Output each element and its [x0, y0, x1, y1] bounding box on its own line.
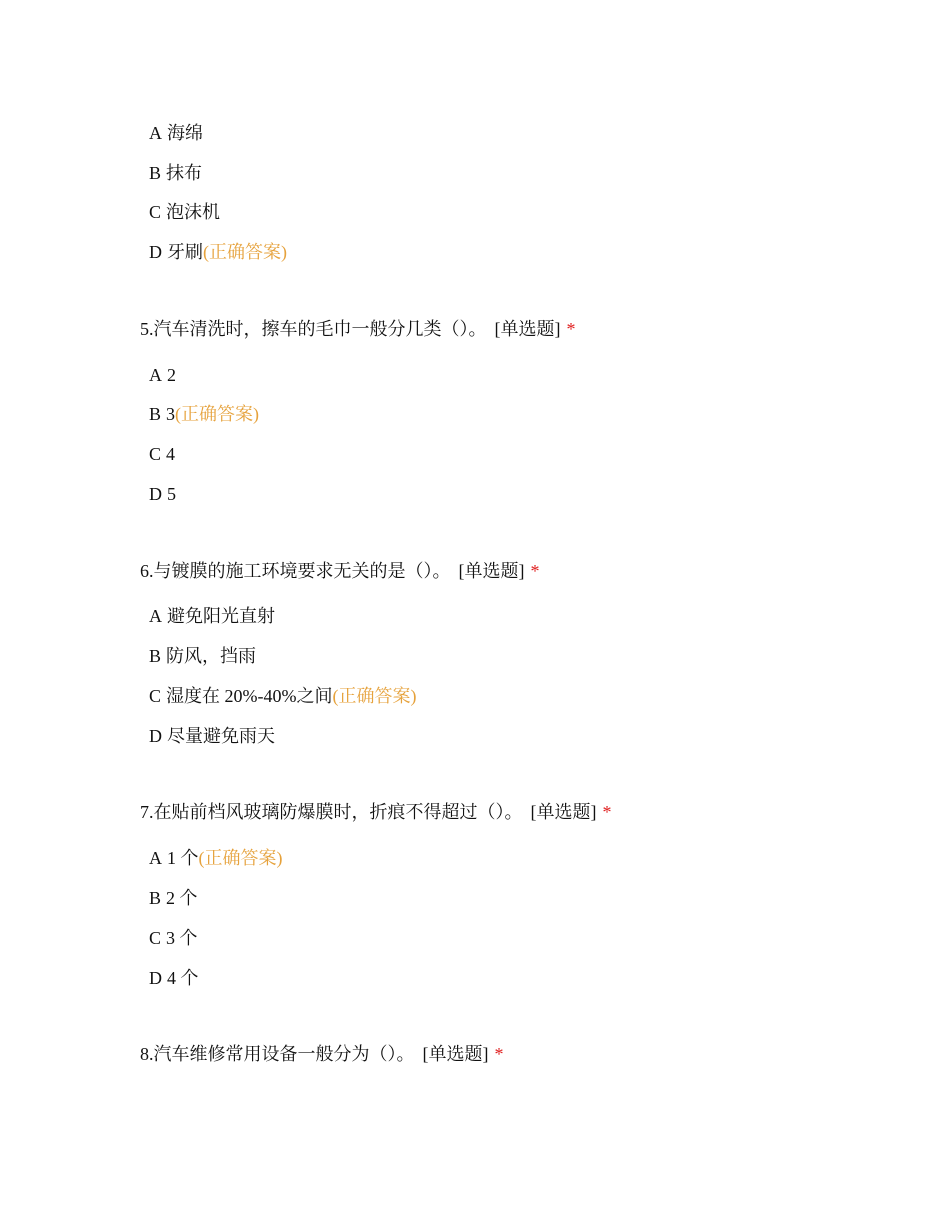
option-letter: A: [149, 365, 162, 385]
option-letter: C: [149, 686, 162, 706]
required-mark: *: [530, 561, 540, 581]
correct-answer-mark: (正确答案): [203, 242, 287, 262]
option-text: 防风，挡雨: [166, 646, 257, 666]
option-letter: D: [149, 242, 162, 262]
option-text: 2 个: [166, 888, 198, 908]
correct-answer-mark: (正确答案): [198, 848, 283, 868]
option-text: 抹布: [166, 163, 203, 183]
option-letter: C: [149, 444, 162, 464]
question-text: 8.汽车维修常用设备一般分为（）。: [140, 1044, 415, 1064]
required-mark: *: [494, 1044, 504, 1064]
option-b: [149, 403, 259, 425]
option-text: 泡沫机: [166, 202, 221, 222]
question-type-label: [单选题]: [422, 1044, 489, 1064]
question-type-label: [单选题]: [494, 319, 561, 339]
correct-answer-mark: (正确答案): [175, 404, 260, 424]
option-b: [149, 645, 256, 667]
option-letter: B: [149, 888, 162, 908]
option-text: 1 个: [167, 848, 199, 868]
required-mark: *: [566, 319, 576, 339]
option-a: [149, 847, 283, 869]
option-text: 3 个: [166, 928, 198, 948]
option-a: [149, 122, 203, 144]
option-text: 牙刷: [167, 242, 203, 262]
correct-answer-mark: (正确答案): [332, 686, 417, 706]
option-text: 尽量避免雨天: [167, 726, 275, 746]
option-letter: B: [149, 404, 162, 424]
question-type-label: [单选题]: [530, 802, 597, 822]
option-c: [149, 685, 417, 707]
option-letter: C: [149, 928, 162, 948]
option-c: [149, 201, 220, 223]
option-d: [149, 725, 275, 747]
option-text: 海绵: [167, 123, 203, 143]
option-letter: A: [149, 606, 162, 626]
option-letter: D: [149, 484, 162, 504]
question-title: [140, 318, 576, 340]
option-text: 3: [166, 404, 176, 424]
question-title: [140, 801, 612, 823]
option-b: [149, 887, 198, 909]
option-c: [149, 443, 175, 465]
option-letter: B: [149, 163, 162, 183]
question-text: 7.在贴前档风玻璃防爆膜时，折痕不得超过（）。: [140, 802, 523, 822]
question-text: 6.与镀膜的施工环境要求无关的是（）。: [140, 561, 451, 581]
option-c: [149, 927, 198, 949]
required-mark: *: [602, 802, 612, 822]
option-letter: D: [149, 968, 162, 988]
option-letter: A: [149, 123, 162, 143]
question-title: [140, 1043, 504, 1065]
option-text: 4: [166, 444, 176, 464]
option-d: [149, 483, 176, 505]
option-d: [149, 241, 287, 263]
option-letter: B: [149, 646, 162, 666]
option-text: 湿度在 20%-40%之间: [166, 686, 333, 706]
option-text: 2: [167, 365, 176, 385]
option-text: 避免阳光直射: [167, 606, 275, 626]
option-b: [149, 162, 202, 184]
option-letter: D: [149, 726, 162, 746]
option-d: [149, 967, 199, 989]
option-text: 4 个: [167, 968, 199, 988]
option-a: [149, 605, 275, 627]
option-letter: C: [149, 202, 162, 222]
question-title: [140, 560, 540, 582]
option-text: 5: [167, 484, 176, 504]
question-type-label: [单选题]: [458, 561, 525, 581]
option-letter: A: [149, 848, 162, 868]
option-a: [149, 364, 176, 386]
question-text: 5.汽车清洗时，擦车的毛巾一般分几类（）。: [140, 319, 487, 339]
